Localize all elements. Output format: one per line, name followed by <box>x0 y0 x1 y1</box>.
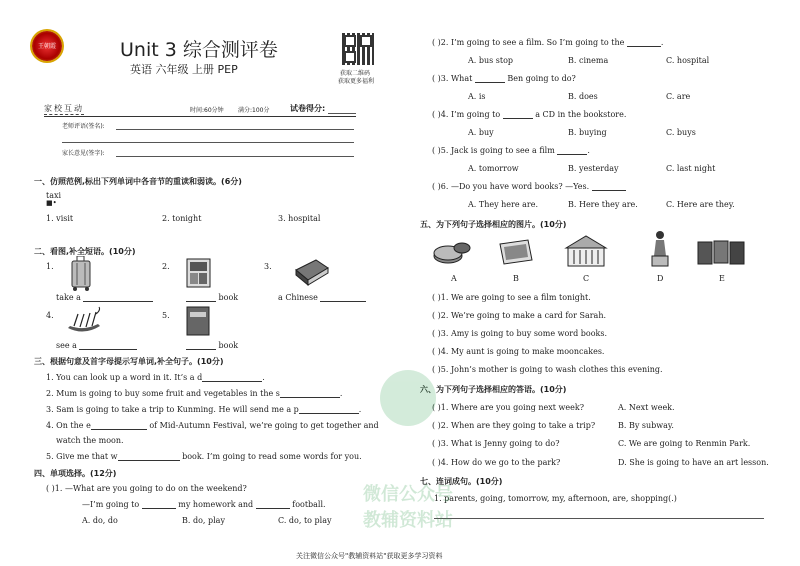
sec2-phrase-1-text: take a <box>56 293 81 302</box>
info-full-score: 满分:100分 <box>238 107 270 114</box>
sec4-q4-end: a CD in the bookstore. <box>535 110 627 119</box>
sec4-q5-blank[interactable] <box>557 146 587 155</box>
sec3-blank-1[interactable] <box>202 373 262 382</box>
parent-sign-label: 家长意见(签字): <box>62 150 105 157</box>
sec4-q1-mid: my homework and <box>178 500 254 509</box>
sec4-q5-opt-c: C. last night <box>666 164 716 173</box>
comic-book-picture <box>186 258 212 288</box>
section-2-heading: 二、看图,补全短语。(10分) <box>34 247 136 256</box>
sec4-q2-opt-b: B. cinema <box>568 56 609 65</box>
sec4-q1-blank-1[interactable] <box>142 500 176 509</box>
sec3-line-1-end: . <box>262 373 265 382</box>
sec3-line-4-text: 4. On the e <box>46 421 91 430</box>
sec1-item-2: 2. tonight <box>162 214 202 223</box>
section-5-heading: 五、为下列句子选择相应的图片。(10分) <box>420 220 567 229</box>
qr-caption-1: 获取二维码 <box>340 70 371 77</box>
info-box-label: 家校互动 <box>44 104 84 113</box>
sec3-line-2-text: 2. Mum is going to buy some fruit and vegetables in the s <box>46 389 280 398</box>
sec4-q6-blank[interactable] <box>592 182 626 191</box>
watermark <box>318 360 498 540</box>
sec6-question-2: ( )2. When are they going to take a trip? <box>432 421 596 430</box>
sec4-q2-opt-a: A. bus stop <box>468 56 514 65</box>
sec3-blank-5[interactable] <box>118 452 180 461</box>
sec3-line-1-text: 1. You can look up a word in it. It’s a d <box>46 373 203 382</box>
sec6-answer-b: B. By subway. <box>618 421 674 430</box>
qr-caption-2: 获取更多福利 <box>338 78 375 85</box>
sec4-q5-opt-b: B. yesterday <box>568 164 619 173</box>
sec4-q5-opt-a: A. tomorrow <box>468 164 519 173</box>
score-line[interactable] <box>328 113 356 114</box>
sec2-blank-2[interactable] <box>186 293 216 302</box>
word-book-picture <box>186 306 210 336</box>
sec2-blank-5[interactable] <box>186 341 216 350</box>
sec4-q6 <box>432 182 626 191</box>
sec2-phrase-2 <box>186 293 238 302</box>
sec2-num-2: 2. <box>162 262 170 271</box>
sec2-num-1: 1. <box>46 262 54 271</box>
sec4-q3-opt-a: A. is <box>468 92 486 101</box>
page-footer: 关注微信公众号"教辅资料站"获取更多学习资料 <box>296 552 443 560</box>
sec3-line-2-end: . <box>339 389 343 398</box>
sec4-q1-text: —I’m going to <box>82 500 140 509</box>
sec4-q6-text: ( )6. —Do you have word books? —Yes. <box>432 182 590 191</box>
sec3-line-5 <box>46 452 362 461</box>
sec4-q4-opt-a: A. buy <box>468 128 494 137</box>
publisher-badge <box>32 31 62 61</box>
qr-code <box>342 33 374 65</box>
sec4-q3-text: ( )3. What <box>432 74 473 83</box>
sec4-q6-opt-b: B. Here they are. <box>568 200 638 209</box>
cinema-picture <box>564 234 608 268</box>
sec4-q3-blank[interactable] <box>475 74 505 83</box>
sec2-phrase-4-text: see a <box>56 341 77 350</box>
section-6-heading: 六、为下列句子选择相应的答语。(10分) <box>420 385 567 394</box>
badge-text: 王朝霞 <box>37 43 56 50</box>
sec3-line-5-text: 5. Give me that w <box>46 452 118 461</box>
sec6-question-3: ( )3. What is Jenny going to do? <box>432 439 560 448</box>
sec2-blank-3[interactable] <box>320 293 366 302</box>
sec4-q5: ( )5. Jack is going to see a film . <box>432 146 590 155</box>
sec3-line-3-end: . <box>358 405 362 414</box>
example-word: taxi <box>46 191 62 200</box>
sec4-q1: ( )1. —What are you going to do on the weekend? <box>46 484 247 493</box>
sec5-item-3: ( )3. Amy is going to buy some word books. <box>432 329 608 338</box>
section-7-heading: 七、连词成句。(10分) <box>420 477 503 486</box>
score-label: 试卷得分: <box>290 104 326 113</box>
sec3-line-4-cont: of Mid-Autumn Festival, we’re going to get together and <box>149 421 379 430</box>
sec4-q2-blank[interactable] <box>627 38 661 47</box>
sec1-item-3: 3. hospital <box>278 214 321 223</box>
dictionary-picture <box>294 258 330 286</box>
sec5-item-5: ( )5. John’s mother is going to wash clothes this evening. <box>432 365 663 374</box>
example-marks: ■• <box>46 199 57 207</box>
sec3-line-1 <box>46 373 265 382</box>
card-picture <box>498 238 534 266</box>
sec5-letter-c: C <box>583 274 590 283</box>
sec6-answer-c: C. We are going to Renmin Park. <box>618 439 751 448</box>
sec4-q1-opt-a: A. do, do <box>82 516 118 525</box>
sec5-letter-e: E <box>719 274 725 283</box>
page-title: Unit 3 综合测评卷 <box>120 39 278 61</box>
sec3-line-4b: watch the moon. <box>56 436 124 445</box>
sec5-item-2: ( )2. We’re going to make a card for Sarah. <box>432 311 607 320</box>
word-books-picture <box>696 238 750 268</box>
sec4-q1-opt-b: B. do, play <box>182 516 225 525</box>
sec6-question-1: ( )1. Where are you going next week? <box>432 403 584 412</box>
sec2-blank-1[interactable] <box>83 293 153 302</box>
sec2-blank-4[interactable] <box>79 341 137 350</box>
sec4-q1-end: football. <box>292 500 326 509</box>
sec4-q4-text: ( )4. I’m going to <box>432 110 501 119</box>
sec4-q4-opt-c: C. buys <box>666 128 696 137</box>
sec4-q2-text: ( )2. I’m going to see a film. So I’m going to the <box>432 38 625 47</box>
sec2-phrase-2-text: book <box>218 293 239 302</box>
sec5-item-1: ( )1. We are going to see a film tonight. <box>432 293 591 302</box>
sec4-q1-opt-c: C. do, to play <box>278 516 332 525</box>
sec2-num-5: 5. <box>162 311 170 320</box>
sec4-q3-opt-c: C. are <box>666 92 691 101</box>
sec4-q1-blank-2[interactable] <box>256 500 290 509</box>
sec5-letter-a: A <box>451 274 457 283</box>
sec4-q6-opt-a: A. They here are. <box>468 200 539 209</box>
parent-sign-line[interactable] <box>116 156 354 157</box>
sec3-line-2 <box>46 389 342 398</box>
section-3-heading: 三、根据句意及首字母提示写单词,补全句子。(10分) <box>34 357 224 366</box>
sec4-q3 <box>432 74 576 83</box>
woman-washing-picture <box>648 230 672 270</box>
info-box-rule <box>44 116 356 117</box>
watermark-line-2: 教辅资料站 <box>363 510 453 531</box>
sec4-q2: ( )2. I’m going to see a film. So I’m going to the . <box>432 38 664 47</box>
sec5-letter-d: D <box>657 274 664 283</box>
section-1-heading: 一、仿照范例,标出下列单词中各音节的重读和弱读。(6分) <box>34 177 242 186</box>
sec2-num-3: 3. <box>264 262 272 271</box>
sec4-q3-end: Ben going to do? <box>507 74 576 83</box>
sec4-q4 <box>432 110 626 119</box>
sec2-phrase-4 <box>56 341 137 350</box>
teacher-comment-line[interactable] <box>116 129 354 130</box>
sec6-answer-d: D. She is going to have an art lesson. <box>618 458 769 467</box>
sec2-phrase-1 <box>56 293 153 302</box>
teacher-comment-line-2[interactable] <box>62 142 354 143</box>
sec4-q4-blank[interactable] <box>503 110 533 119</box>
watermark-line-1: 微信公众号 <box>363 484 453 505</box>
sec7-question-1: 1. parents, going, tomorrow, my, afternoon, are, shopping(.) <box>434 494 677 503</box>
sec2-phrase-3-text: a Chinese <box>278 293 318 302</box>
mooncake-picture <box>432 236 472 266</box>
suitcase-picture <box>70 256 92 292</box>
sec3-line-3-text: 3. Sam is going to take a trip to Kunming. He will send me a p <box>46 405 299 414</box>
info-time: 时间:60分钟 <box>190 107 224 114</box>
sec4-q4-opt-b: B. buying <box>568 128 607 137</box>
sec5-letter-b: B <box>513 274 519 283</box>
sec4-q1-line2 <box>82 500 326 509</box>
sec3-blank-4[interactable] <box>91 421 147 430</box>
sec3-line-5-cont: book. I’m going to read some words for you. <box>182 452 362 461</box>
sec4-q5-text: ( )5. Jack is going to see a film <box>432 146 555 155</box>
dragon-boat-picture <box>66 306 102 336</box>
sec5-item-4: ( )4. My aunt is going to make mooncakes. <box>432 347 605 356</box>
section-4-heading: 四、单项选择。(12分) <box>34 469 117 478</box>
sec2-phrase-3 <box>278 293 366 302</box>
sec2-phrase-5 <box>186 341 238 350</box>
page-subtitle: 英语 六年级 上册 PEP <box>130 63 238 76</box>
sec4-q2-opt-c: C. hospital <box>666 56 710 65</box>
teacher-comment-label: 老师评语(签名): <box>62 123 105 130</box>
sec4-q3-opt-b: B. does <box>568 92 598 101</box>
sec6-answer-a: A. Next week. <box>618 403 675 412</box>
sec2-phrase-5-text: book <box>218 341 239 350</box>
sec2-num-4: 4. <box>46 311 54 320</box>
sec6-question-4: ( )4. How do we go to the park? <box>432 458 561 467</box>
sec3-line-3 <box>46 405 361 414</box>
sec1-item-1: 1. visit <box>46 214 74 223</box>
sec4-q6-opt-c: C. Here are they. <box>666 200 735 209</box>
